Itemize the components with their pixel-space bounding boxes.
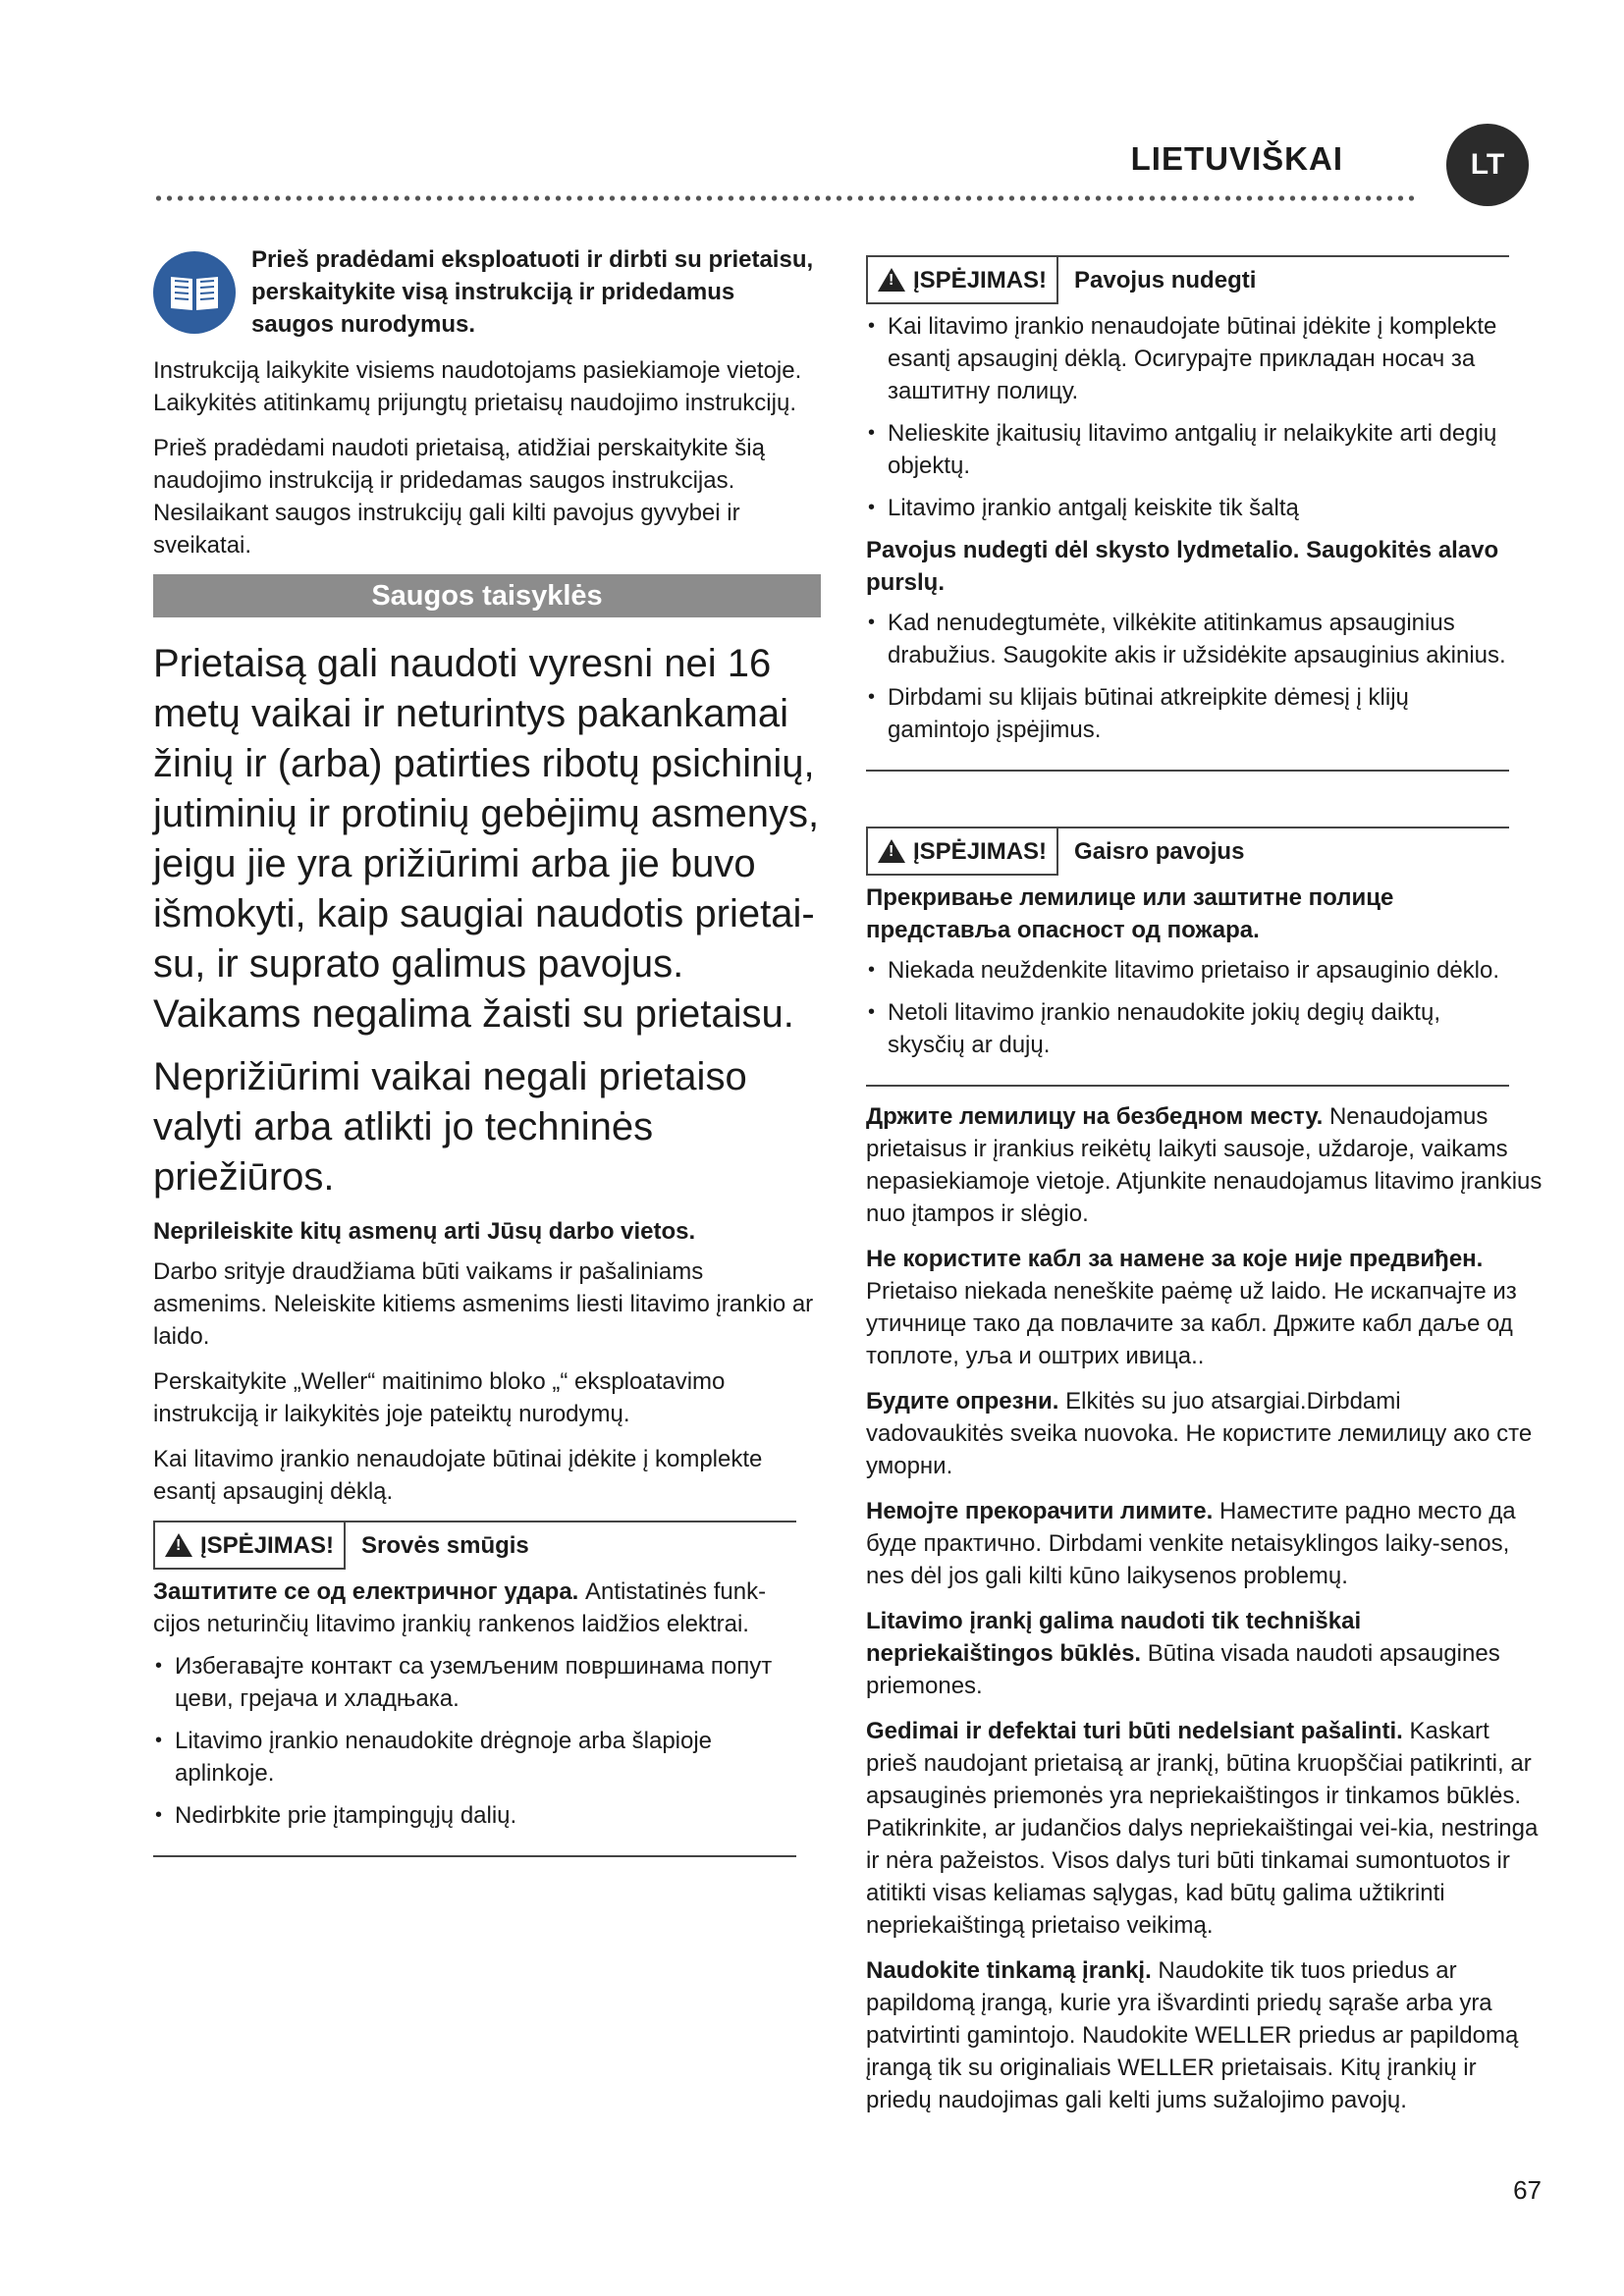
list-item: • Netoli litavimo įrankio nenaudokite jokių degių daiktų, skysčių ar dujų. [866, 996, 1509, 1061]
paragraph: Држите лемилицу на безбедном месту. Nenaudojamus prietaisus ir įrankius reikėtų laikyti sausoje, uždaroje, vaikams nepasiekiamoje vietoje. Atjunkite nenaudojamus litavimo įrankius nuo įtampos ir slėgio. [866, 1103, 1543, 1227]
section-title: Saugos taisyklės [153, 574, 821, 617]
book-icon [153, 251, 236, 334]
warning-burn [866, 255, 1509, 772]
warning-bullets [866, 954, 1509, 1061]
paragraph: Gedimai ir defektai turi būti nedelsiant pašalinti. Kaskart prieš naudojant prietaisą ar įrankį, būtina kruopščiai patikrinti, ar apsauginės priemonės yra nepriekaištingos ir tinkamos būklės. Patikrinkite, ar judančios dalys nepriekaištingai vei-kia, nestringa ir nėra pažeistos. Visos dalys turi būti tinkamai sumontuotos ir atitikti visas keliamas sąlygas, kad būtų galima užtikrinti nepriekaištingą prietaiso veikimą. [866, 1718, 1539, 1939]
language-badge: LT [1446, 124, 1529, 206]
list-item: • Dirbdami su klijais būtinai atkreipkite dėmesį į klijų gamintojo įspėjimus. [866, 681, 1509, 746]
paragraph: Не користите кабл за намене за које није предвиђен. Prietaiso niekada neneškite paėmę už laido. Не искапчајте из утичнице тако да повлачите за кабл. Држите кабл даље од топлоте, уља и оштрих ивица.. [866, 1246, 1517, 1369]
dotted-divider [153, 192, 1420, 204]
list-item: • Избегавајте контакт са уземљеним површинама попут цеви, грејача и хладњака. [153, 1650, 796, 1715]
warning-triangle-icon [878, 839, 905, 863]
warning-title: Pavojus nudegti [1074, 266, 1257, 294]
list-item: • Niekada neuždenkite litavimo prietaiso ir apsauginio dėklo. [866, 954, 1509, 987]
warning-header [153, 1521, 796, 1570]
paragraph: Будите опрезни. Elkitės su juo atsargiai.Dirbdami vadovaukitės sveika nuovoka. Не користите лемилицу ако сте уморни. [866, 1388, 1533, 1479]
warning-bullets [153, 1650, 796, 1832]
warning-bullets [866, 607, 1509, 746]
paragraph: Instrukciją laikykite visiems naudotojams pasiekiamoje vietoje. Laikykitės atitinkamų prijungtų prietaisų naudojimo instrukcijų. [153, 357, 802, 416]
warning-bullets [866, 310, 1509, 524]
paragraph: Litavimo įrankį galima naudoti tik techniškai nepriekaištingos būklės. Būtina visada naudoti apsaugines priemones. [866, 1608, 1500, 1699]
warning-fire [866, 827, 1509, 1087]
language-heading: LIETUVIŠKAI [1130, 140, 1343, 177]
intro-text: Prieš pradėdami eksploatuoti ir dirbti su prietaisu, perskaitykite visą instrukciją ir pridedamus saugos nurodymus. [251, 246, 814, 338]
left-column [153, 243, 821, 1871]
paragraph: Prieš pradėdami naudoti prietaisą, atidžiai perskaitykite šią naudojimo instrukciją ir pridedamas saugos instrukcijas. Nesilaikant saugos instrukcijų gali kilti pavojus gyvybei ir sveikatai. [153, 435, 765, 559]
list-item: • Nedirbkite prie įtampingųjų dalių. [153, 1799, 796, 1832]
large-paragraph: Prietaisą gali naudoti vyresni nei 16 metų vaikai ir neturintys pakankamai žinių ir (arba) patirties ribotų psichinių, jutiminių ir protinių gebėjimų asmenys, jeigu jie yra prižiūrimi arba jie buvo išmokyti, kaip saugiai naudotis prietai-su, ir suprato galimus pavojus. Vaikams negalima žaisti su prietaisu. [153, 642, 820, 1036]
warning-header [866, 255, 1509, 304]
list-item: • Litavimo įrankio nenaudokite drėgnoje arba šlapioje aplinkoje. [153, 1725, 796, 1789]
paragraph: Naudokite tinkamą įrankį. Naudokite tik tuos priedus ar papildomą įrangą, kurie yra išvardinti priedų sąraše arba yra patvirtinti gamintojo. Naudokite WELLER priedus ar papildomą įrangą tik su originaliais WELLER prietaisais. Kitų įrankių ir priedų naudojimas gali kelti jums sužalojimo pavojų. [866, 1957, 1519, 2113]
warning-triangle-icon [878, 268, 905, 292]
warning-label: ! ĮSPĖJIMAS! [866, 255, 1058, 304]
bold-line: Neprileiskite kitų asmenų arti Jūsų darbo vietos. [153, 1218, 696, 1245]
warning-lead: Заштитите се од електричног удара. Antistatinės funk-cijos neturinčių litavimo įrankių rankenos laidžios elektrai. [153, 1578, 767, 1637]
warning-header [866, 827, 1509, 876]
large-paragraph: Neprižiūrimi vaikai negali prietaiso valyti arba atlikti jo techninės priežiūros. [153, 1055, 747, 1199]
right-column [866, 243, 1543, 2129]
warning-bold-block: Прекривање лемилице или заштитне полице представља опасност од пожара. [866, 884, 1394, 943]
list-item: • Nelieskite įkaitusių litavimo antgalių ir nelaikykite arti degių objektų. [866, 417, 1509, 482]
paragraph: Perskaitykite „Weller“ maitinimo bloko „“ eksploatavimo instrukciją ir laikykitės joje pateiktų nurodymų. [153, 1368, 726, 1427]
warning-label: ! ĮSPĖJIMAS! [153, 1521, 346, 1570]
warning-electric-shock [153, 1521, 796, 1857]
list-item: • Kai litavimo įrankio nenaudojate būtinai įdėkite į komplekte esantį apsauginį dėklą. Осигурајте прикладан носач за заштитну полицу. [866, 310, 1509, 407]
warning-title: Gaisro pavojus [1074, 837, 1245, 865]
warning-triangle-icon [165, 1533, 192, 1557]
paragraph: Darbo srityje draudžiama būti vaikams ir pašaliniams asmenims. Neleiskite kitiems asmenims liesti litavimo įrankio ar laido. [153, 1258, 814, 1350]
warning-title: Srovės smūgis [361, 1531, 529, 1559]
page-number: 67 [1513, 2175, 1542, 2205]
paragraph: Немојте прекорачити лимите. Наместите радно место да буде практично. Dirbdami venkite netaisyklingos laiky-senos, nes dėl jos gali kilti kūno laikysenos problemų. [866, 1498, 1516, 1589]
paragraph: Kai litavimo įrankio nenaudojate būtinai įdėkite į komplekte esantį apsauginį dėklą. [153, 1446, 763, 1505]
warning-bold-block: Pavojus nudegti dėl skysto lydmetalio. Saugokitės alavo purslų. [866, 537, 1499, 596]
list-item: • Kad nenudegtumėte, vilkėkite atitinkamus apsauginius drabužius. Saugokite akis ir užsidėkite apsauginius akinius. [866, 607, 1509, 671]
warning-label: ! ĮSPĖJIMAS! [866, 827, 1058, 876]
list-item: • Litavimo įrankio antgalį keiskite tik šaltą [866, 492, 1509, 524]
